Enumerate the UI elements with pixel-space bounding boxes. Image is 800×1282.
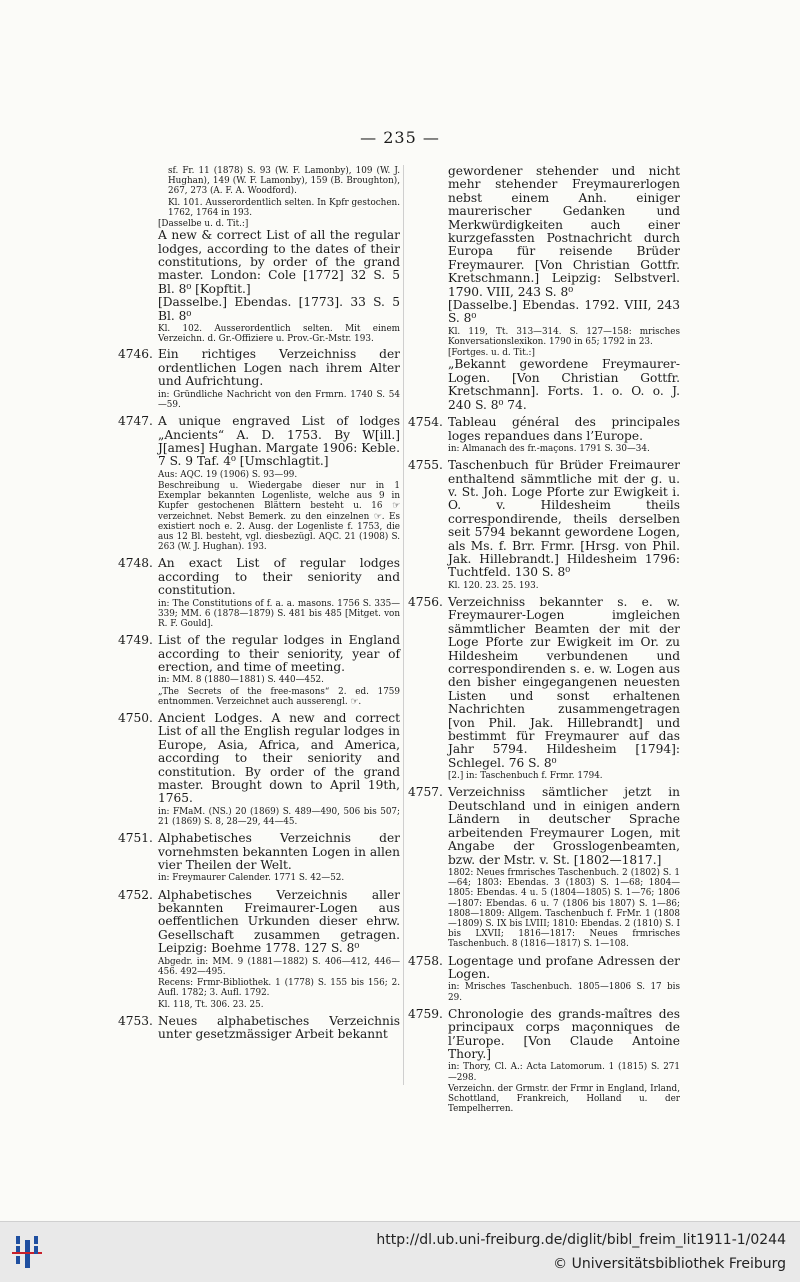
entry-note: 1802: Neues frmrisches Taschenbuch. 2 (1802) S. 1—64; 1803: Ebendas. 3 (1803) S. 1—68; 1804—1805: Ebendas. 4 u. 5 (1804—1805) S. 1—76; 1806—1807: Ebendas. 6 u. 7 (1806 bis 1807) S. 1—86; 1808—1809: Allgem. Taschenbuch f. FrMr. 1 (1808—1809) S. IX bis LVIII; 1810: Ebendas. 2 (1810) S. I bis LXVII; 1816—1817: Neues frmrisches Taschenbuch. 8 (1816—1817) S. 1—108.: [448, 867, 680, 950]
right-entries: [408, 416, 680, 1114]
entry-number: 4748.: [118, 556, 153, 571]
entry-note: in: Thory, Cl. A.: Acta Latomorum. 1 (1815) S. 271—298.: [448, 1062, 680, 1083]
entry-number: 4754.: [408, 415, 443, 430]
entry-note: Beschreibung u. Wiedergabe dieser nur in 1 Exemplar bekannten Logenliste, welche aus 9 in Kupfer gestochenen Blättern besteht u. 16 ☞ verzeichnet. Nebst Bemerk. zu den einzelnen ☞. Es existiert noch e. 2. Ausg. der Logenliste f. 1753, die aus 12 Bl. besteht, vgl. diesbezügl. AQC. 21 (1908) S. 263 (W. J. Hughan). 193.: [158, 480, 400, 553]
entry-title: Alphabetisches Verzeichnis aller bekannten Freimaurer-Logen aus oeffentlichen Urkunden dieser ehrw. Gesellschaft zusammen getragen. Leipzig: Boehme 1778. 127 S. 8⁰: [158, 887, 400, 956]
entry-text: A new & correct List of all the regular lodges, according to the dates of their constitutions, by order of the grand master. London: Cole [1772] 32 S. 5 Bl. 8⁰ [Kopftit.]: [158, 228, 400, 296]
ub-freiburg-logo-icon: [12, 1234, 42, 1270]
entry-note: Aus: AQC. 19 (1906) S. 93—99.: [158, 469, 298, 480]
entry-number: 4746.: [118, 347, 153, 362]
entry-text: [Dasselbe.] Ebendas. [1773]. 33 S. 5 Bl. 8⁰: [158, 295, 400, 323]
entry-note: sf. Fr. 11 (1878) S. 93 (W. F. Lamonby), 109 (W. J. Hughan), 149 (W. F. Lamonby), 159 (B. Broughton), 267, 273 (A. F. A. Woodford).: [168, 166, 400, 197]
catalog-entry: [118, 415, 400, 552]
entry-number: 4747.: [118, 414, 153, 429]
catalog-entry: [118, 832, 400, 883]
entry-note: [2.] in: Taschenbuch f. Frmr. 1794.: [448, 771, 603, 782]
catalog-entry: [118, 557, 400, 629]
permalink-url[interactable]: http://dl.ub.uni-freiburg.de/diglit/bibl_freim_lit1911-1/0244: [376, 1232, 786, 1248]
right-column: [408, 165, 680, 1119]
left-entries: [118, 348, 400, 1041]
entry-note: [Dasselbe u. d. Tit.:]: [158, 219, 249, 230]
entry-note: Kl. 120. 23. 25. 193.: [448, 580, 539, 591]
entry-title: Ein richtiges Verzeichniss der ordentlichen Logen nach ihrem Alter und Aufrichtung.: [158, 347, 400, 389]
viewer-footer: [0, 1221, 800, 1282]
entry-number: 4757.: [408, 785, 443, 800]
catalog-entry: [408, 416, 680, 454]
entry-title: Tableau général des principales loges repandues dans l’Europe.: [448, 415, 680, 443]
entry-text: „Bekannt gewordene Freymaurer-Logen. [Von Christian Gottfr. Kretschmann]. Forts. 1. o. O. o. J. 240 S. 8⁰ 74.: [448, 357, 680, 412]
catalog-entry: [408, 459, 680, 591]
entry-text: gewordener stehender und nicht mehr stehender Freymaurerlogen nebst einem Anh. einiger maurerischer Gedanken und Merkwürdigkeiten auch einer kurzgefassten Postnachricht durch Europa für reisende Brüder Freymaurer. [Von Christian Gottfr. Kretschmann.] Leipzig: Selbstverl. 1790. VIII, 243 S. 8⁰: [448, 164, 680, 299]
entry-note: in: The Constitutions of f. a. a. masons. 1756 S. 335—339; MM. 6 (1878—1879) S. 481 bis 485 [Mitget. von R. F. Gould].: [158, 598, 400, 629]
copyright-text: © Universitätsbibliothek Freiburg: [553, 1256, 786, 1272]
entry-note: in: MM. 8 (1880—1881) S. 440—452.: [158, 675, 324, 686]
entry-number: 4759.: [408, 1006, 443, 1021]
entry-title: Verzeichniss sämtlicher jetzt in Deutschland und in einigen andern Ländern in deutscher Sprache arbeitenden Freymaurer Logen, mit Angabe der Grosslogenbeamten, bzw. der Mstr. v. St. [1802—1817.]: [448, 785, 680, 867]
continued-entry: [408, 165, 680, 412]
entry-title: Ancient Lodges. A new and correct List of all the English regular lodges in Europe, Asia, Africa, and America, according to their seniority and constitution. By order of the grand master. Brought down to April 19th, 1765.: [158, 711, 400, 806]
entry-number: 4751.: [118, 831, 153, 846]
entry-title: Alphabetisches Verzeichnis der vornehmsten bekannten Logen in allen vier Theilen der Welt.: [158, 831, 400, 873]
catalog-entry: [118, 712, 400, 827]
entry-note: Abgedr. in: MM. 9 (1881—1882) S. 406—412, 446—456. 492—495.: [158, 956, 400, 977]
catalog-entry: [408, 786, 680, 949]
catalog-entry: [118, 1015, 400, 1042]
entry-title: A unique engraved List of lodges „Ancients“ A. D. 1753. By W[ill.] J[ames] Hughan. Margate 1906: Keble. 7 S. 9 Taf. 4⁰ [Umschlagtit.]: [158, 414, 400, 469]
entry-note: Kl. 119, Tt. 313—314. S. 127—158: mrisches Konversationslexikon. 1790 in 65; 1792 in 23.: [448, 326, 680, 348]
catalog-entry: [118, 889, 400, 1010]
entry-note: in: FMaM. (NS.) 20 (1869) S. 489—490, 506 bis 507; 21 (1869) S. 8, 28—29, 44—45.: [158, 806, 400, 828]
entry-text: [Dasselbe.] Ebendas. 1792. VIII, 243 S. 8⁰: [448, 298, 680, 326]
entry-title: An exact List of regular lodges according to their seniority and constitution.: [158, 556, 400, 598]
entry-note: in: Mrisches Taschenbuch. 1805—1806 S. 17 bis 29.: [448, 982, 680, 1003]
catalog-entry: [408, 955, 680, 1003]
entry-title: Verzeichniss bekannter s. e. w. Freymaurer-Logen imgleichen sämmtlicher Beamten der mit der Loge Pforte zur Ewigkeit im Or. zu Hildesheim verbundenen und correspondirenden s. e. w. Logen aus den bisher eingegangenen neuesten Listen und sonst erhaltenen Nachrichten zusammengetragen [von Phil. Jak. Hillebrandt] und bestimmt für Freymaurer auf das Jahr 5794. Hildesheim [1794]: Schlegel. 76 S. 8⁰: [448, 594, 680, 770]
entry-number: 4755.: [408, 458, 443, 473]
entry-note: in: Almanach des fr.-maçons. 1791 S. 30—34.: [448, 443, 650, 454]
catalog-entry: [118, 634, 400, 707]
entry-title: Logentage und profane Adressen der Logen.: [448, 953, 680, 981]
entry-title: Chronologie des grands-maîtres des principaux corps maçonniques de l’Europe. [Von Claude Antoine Thory.]: [448, 1006, 680, 1061]
entry-number: 4753.: [118, 1013, 153, 1028]
catalog-entry: [408, 1008, 680, 1115]
entry-note: Kl. 118, Tt. 306. 23. 25.: [158, 999, 264, 1010]
entry-number: 4758.: [408, 953, 443, 968]
entry-note: Verzeichn. der Grmstr. der Frmr in England, Irland, Schottland, Frankreich, Holland u. der Tempelherren.: [448, 1083, 680, 1115]
entry-title: Neues alphabetisches Verzeichnis unter gesetzmässiger Arbeit bekannt: [158, 1013, 400, 1042]
catalog-entry: [408, 596, 680, 781]
column-divider: [403, 165, 404, 1085]
entry-note: Recens: Frmr-Bibliothek. 1 (1778) S. 155 bis 156; 2. Aufl. 1782; 3. Aufl. 1792.: [158, 978, 400, 999]
left-column: [118, 165, 400, 1047]
continued-entry: [118, 166, 400, 344]
entry-note: Kl. 101. Ausserordentlich selten. In Kpfr gestochen. 1762, 1764 in 193.: [168, 197, 400, 218]
entry-number: 4756.: [408, 594, 443, 609]
entry-note: Kl. 102. Ausserordentlich selten. Mit einem Verzeichn. d. Gr.-Offiziere u. Prov.-Gr.-Mstr. 193.: [158, 324, 400, 345]
entry-number: 4752.: [118, 887, 153, 902]
entry-note: in: Gründliche Nachricht von den Frmrn. 1740 S. 54—59.: [158, 389, 400, 410]
entry-title: Taschenbuch für Brüder Freimaurer enthaltend sämmtliche mit der g. u. v. St. Joh. Loge Pforte zur Ewigkeit i. O. v. Hildesheim theils correspondirende, theils derselben seit 5794 bekannt gewordene Logen, als Ms. f. Brr. Frmr. [Hrsg. von Phil. Jak. Hillebrandt.] Hildesheim 1796: Tuchtfeld. 130 S. 8⁰: [448, 458, 680, 580]
entry-note: in: Freymaurer Calender. 1771 S. 42—52.: [158, 873, 345, 884]
entry-number: 4749.: [118, 633, 153, 648]
entry-number: 4750.: [118, 711, 153, 725]
entry-note: „The Secrets of the free-masons“ 2. ed. 1759 entnommen. Verzeichnet auch ausserengl. ☞.: [158, 686, 400, 707]
entry-note: [Fortges. u. d. Tit.:]: [448, 348, 535, 359]
entry-title: List of the regular lodges in England according to their seniority, year of erection, and time of meeting.: [158, 633, 400, 674]
catalog-entry: [118, 348, 400, 410]
page-number: — 235 —: [360, 128, 440, 147]
